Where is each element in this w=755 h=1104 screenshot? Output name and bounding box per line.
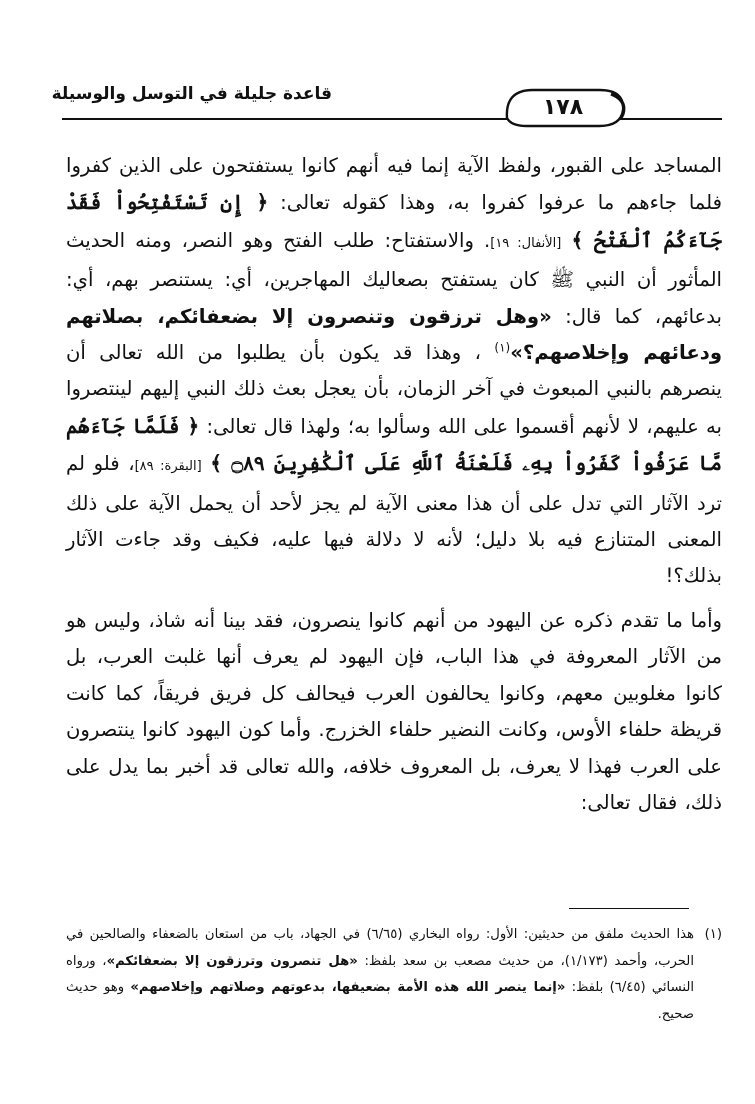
text-segment: ، وهذا قد يكون بأن يطلبوا من الله تعالى أن ينصرهم بالنبي المبعوث في آخر الزمان، بأن يعجل بعث ذلك النبي إليهم لينتصروا به عليهم، لا لأنهم أقسموا على الله وسألوا به؛ ولهذا قال تعالى: [66, 341, 722, 438]
text-segment: . والاستفتاح: طلب الفتح وهو النصر، ومنه الحديث المأثور أن النبي ﷺ كان يستفتح بصعاليك المهاجرين، أي: يستنصر بهم، أي: بدعائهم، كما قال: [66, 228, 722, 328]
footnote-1 [66, 922, 722, 1028]
main-text [66, 148, 722, 821]
verse-reference: [الأنفال: ١٩] [490, 235, 562, 251]
footnote-text [66, 922, 694, 1028]
footnote-separator [569, 908, 689, 909]
text-segment: ، ورواه النسائي (٦/٤٥) بلفظ: [66, 953, 695, 995]
hadith-quote: «إنما ينصر الله هذه الأمة بضعيفها، بدعوتهم وصلاتهم وإخلاصهم» [130, 980, 566, 995]
text-segment: ، فلو لم ترد الآثار التي تدل على أن هذا معنى الآية لم يجز لأحد أن يحمل الآية على ذلك المعنى المتنازع فيه بلا دليل؛ لأنه لا دلالة فيها عليه، فكيف وقد جاءت الآثار بذلك؟! [66, 452, 722, 588]
verse-reference: [البقرة: ٨٩] [134, 459, 202, 475]
page-number-badge [499, 84, 627, 130]
text-segment: المساجد على القبور، ولفظ الآية إنما فيه أنهم كانوا يستفتحون على الذين كفروا فلما جاءهم ما عرفوا كفروا به، وهذا كقوله تعالى: [66, 154, 722, 215]
quran-verse: ﴿ فَلَمَّا جَآءَهُم مَّا عَرَفُواْ كَفَرُواْ بِهِۦ فَلَعْنَةُ ٱللَّهِ عَلَى ٱلْكَٰفِرِينَ ۝٨٩ ﴾ [66, 413, 723, 476]
footnote-marker[interactable]: (١) [494, 340, 511, 355]
quran-verse: ﴿ إِن تَسْتَفْتِحُواْ فَقَدْ جَآءَكُمُ ٱلْفَتْحُ ﴾ [66, 190, 723, 252]
hadith-quote: «هل تنصرون وترزقون إلا بضعفائكم» [106, 953, 358, 969]
paragraph-1 [66, 148, 722, 595]
footnote-number: (١) [704, 927, 722, 942]
page-number: ١٧٨ [542, 94, 584, 120]
running-title: قاعدة جليلة في التوسل والوسيلة [51, 84, 332, 104]
text-segment: هذا الحديث ملفق من حديثين: الأول: رواه البخاري (٦/٦٥) في الجهاد، باب من استعان بالضعفاء والصالحين في الحرب، وأحمد (١/١٧٣)، من حديث مصعب بن سعد بلفظ: [66, 927, 694, 969]
footnotes [66, 922, 722, 1028]
paragraph-2: وأما ما تقدم ذكره عن اليهود من أنهم كانوا ينصرون، فقد بينا أنه شاذ، وليس هو من الآثار المعروفة في هذا الباب، فإن اليهود لم يعرف أنها غلبت العرب، بل كانوا مغلوبين معهم، وكانوا يحالفون العرب فيحالف كل فريق فريقاً، كما كانت قريظة حلفاء الأوس، وكانت النضير حلفاء الخزرج. وأما كون اليهود كانوا ينتصرون على العرب فهذا لا يعرف، بل المعروف خلافه، والله تعالى قد أخبر بما يدل على ذلك، فقال تعالى: [66, 608, 722, 814]
page-header [51, 70, 722, 132]
hadith-quote: «وهل ترزقون وتنصرون إلا بضعفائكم، بصلاتهم ودعائهم وإخلاصهم؟» [66, 304, 723, 365]
text-segment: وهو حديث صحيح. [66, 980, 694, 1022]
